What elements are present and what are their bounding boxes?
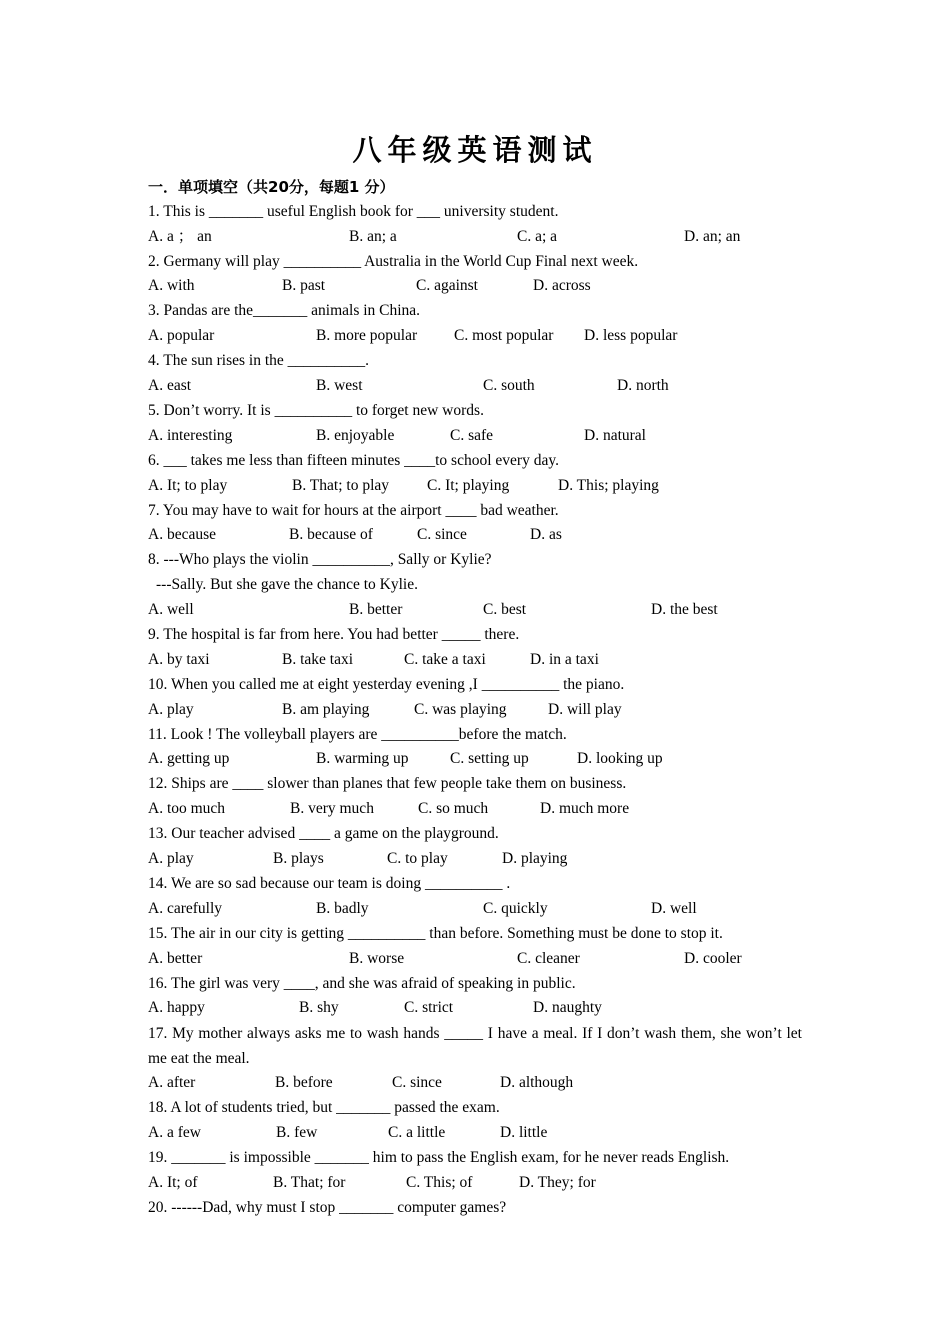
q17-option-d: D. although (500, 1074, 574, 1091)
question-8-stem-reply: ---Sally. But she gave the chance to Kylie. (156, 576, 418, 593)
question-16-stem: 16. The girl was very ____, and she was afraid of speaking in public. (148, 975, 576, 992)
q14-option-c: C. quickly (483, 900, 548, 917)
q3-option-d: D. less popular (584, 327, 678, 344)
q16-option-a: A. happy (148, 999, 205, 1016)
question-14-stem: 14. We are so sad because our team is doing __________ . (148, 875, 511, 892)
q8-option-b: B. better (349, 601, 403, 618)
q18-option-b: B. few (276, 1124, 318, 1141)
q4-option-b: B. west (316, 377, 363, 394)
q11-option-c: C. setting up (450, 750, 529, 767)
q11-option-a: A. getting up (148, 750, 230, 767)
q7-option-c: C. since (417, 526, 467, 543)
q7-option-d: D. as (530, 526, 562, 543)
q16-option-b: B. shy (299, 999, 339, 1016)
q16-option-c: C. strict (404, 999, 454, 1016)
q13-option-c: C. to play (387, 850, 448, 867)
q19-option-a: A. It; of (148, 1174, 198, 1191)
q7-option-a: A. because (148, 526, 216, 543)
q6-option-c: C. It; playing (427, 477, 510, 494)
section-heading: 一．单项填空（共20分，每题1 分） (148, 178, 395, 196)
q7-option-b: B. because of (289, 526, 373, 543)
question-6-stem: 6. ___ takes me less than fifteen minutes ____to school every day. (148, 452, 559, 469)
q14-option-a: A. carefully (148, 900, 223, 917)
q9-option-a: A. by taxi (148, 651, 210, 668)
q10-option-c: C. was playing (414, 701, 507, 718)
question-10-stem: 10. When you called me at eight yesterday evening ,I __________ the piano. (148, 676, 625, 693)
question-8-stem: 8. ---Who plays the violin __________, Sally or Kylie? (148, 551, 492, 568)
q14-option-d: D. well (651, 900, 697, 917)
q15-option-b: B. worse (349, 950, 405, 967)
q19-option-c: C. This; of (406, 1174, 473, 1191)
q13-option-d: D. playing (502, 850, 568, 867)
q8-option-c: C. best (483, 601, 527, 618)
q6-option-d: D. This; playing (558, 477, 659, 494)
q15-option-c: C. cleaner (517, 950, 580, 967)
question-5-stem: 5. Don’t worry. It is __________ to forget new words. (148, 402, 484, 419)
question-20-stem: 20. ------Dad, why must I stop _______ computer games? (148, 1199, 507, 1216)
q10-option-d: D. will play (548, 701, 622, 718)
q5-option-c: C. safe (450, 427, 494, 444)
q8-option-d: D. the best (651, 601, 718, 618)
question-12-stem: 12. Ships are ____ slower than planes that few people take them on business. (148, 775, 627, 792)
q15-option-a: A. better (148, 950, 203, 967)
q2-option-c: C. against (416, 277, 478, 294)
question-4-stem: 4. The sun rises in the __________. (148, 352, 370, 369)
q12-option-c: C. so much (418, 800, 489, 817)
question-19-stem: 19. _______ is impossible _______ him to pass the English exam, for he never reads English. (148, 1149, 730, 1166)
q6-option-a: A. It; to play (148, 477, 228, 494)
q2-option-a: A. with (148, 277, 195, 294)
q5-option-b: B. enjoyable (316, 427, 395, 444)
question-15-stem: 15. The air in our city is getting __________ than before. Something must be done to stop it. (148, 925, 723, 942)
q14-option-b: B. badly (316, 900, 369, 917)
q12-option-b: B. very much (290, 800, 374, 817)
q10-option-b: B. am playing (282, 701, 370, 718)
q13-option-b: B. plays (273, 850, 324, 867)
q19-option-d: D. They; for (519, 1174, 596, 1191)
q1-option-d: D. an; an (684, 228, 741, 245)
q5-option-d: D. natural (584, 427, 646, 444)
q17-option-c: C. since (392, 1074, 442, 1091)
q1-option-a: A. a ； an (148, 228, 212, 245)
q16-option-d: D. naughty (533, 999, 602, 1016)
q8-option-a: A. well (148, 601, 194, 618)
question-17-stem: 17. My mother always asks me to wash hands _____ I have a meal. If I don’t wash them, she won’t let me eat the meal. (148, 1025, 802, 1067)
question-2-stem: 2. Germany will play __________ Australia in the World Cup Final next week. (148, 253, 639, 270)
q18-option-d: D. little (500, 1124, 548, 1141)
q10-option-a: A. play (148, 701, 194, 718)
q2-option-b: B. past (282, 277, 326, 294)
q18-option-c: C. a little (388, 1124, 446, 1141)
q9-option-c: C. take a taxi (404, 651, 486, 668)
q5-option-a: A. interesting (148, 427, 233, 444)
q9-option-d: D. in a taxi (530, 651, 599, 668)
question-7-stem: 7. You may have to wait for hours at the airport ____ bad weather. (148, 502, 559, 519)
page-title: 八年级英语测试 (352, 133, 598, 167)
question-11-stem: 11. Look ! The volleyball players are __________before the match. (148, 726, 567, 743)
q13-option-a: A. play (148, 850, 194, 867)
question-9-stem: 9. The hospital is far from here. You had better _____ there. (148, 626, 520, 643)
q15-option-d: D. cooler (684, 950, 742, 967)
q6-option-b: B. That; to play (292, 477, 390, 494)
q4-option-c: C. south (483, 377, 535, 394)
q19-option-b: B. That; for (273, 1174, 346, 1191)
q11-option-b: B. warming up (316, 750, 409, 767)
q17-option-b: B. before (275, 1074, 333, 1091)
question-1-stem: 1. This is _______ useful English book for ___ university student. (148, 203, 559, 220)
question-3-stem: 3. Pandas are the_______ animals in China. (148, 302, 421, 319)
q18-option-a: A. a few (148, 1124, 201, 1141)
q3-option-a: A. popular (148, 327, 215, 344)
q12-option-d: D. much more (540, 800, 630, 817)
q11-option-d: D. looking up (577, 750, 663, 767)
q4-option-a: A. east (148, 377, 192, 394)
q2-option-d: D. across (533, 277, 591, 294)
q17-option-a: A. after (148, 1074, 196, 1091)
q3-option-c: C. most popular (454, 327, 554, 344)
question-13-stem: 13. Our teacher advised ____ a game on the playground. (148, 825, 499, 842)
q12-option-a: A. too much (148, 800, 226, 817)
q4-option-d: D. north (617, 377, 669, 394)
q3-option-b: B. more popular (316, 327, 418, 344)
question-18-stem: 18. A lot of students tried, but _______ passed the exam. (148, 1099, 500, 1116)
q1-option-b: B. an; a (349, 228, 397, 245)
q9-option-b: B. take taxi (282, 651, 354, 668)
q1-option-c: C. a; a (517, 228, 558, 245)
